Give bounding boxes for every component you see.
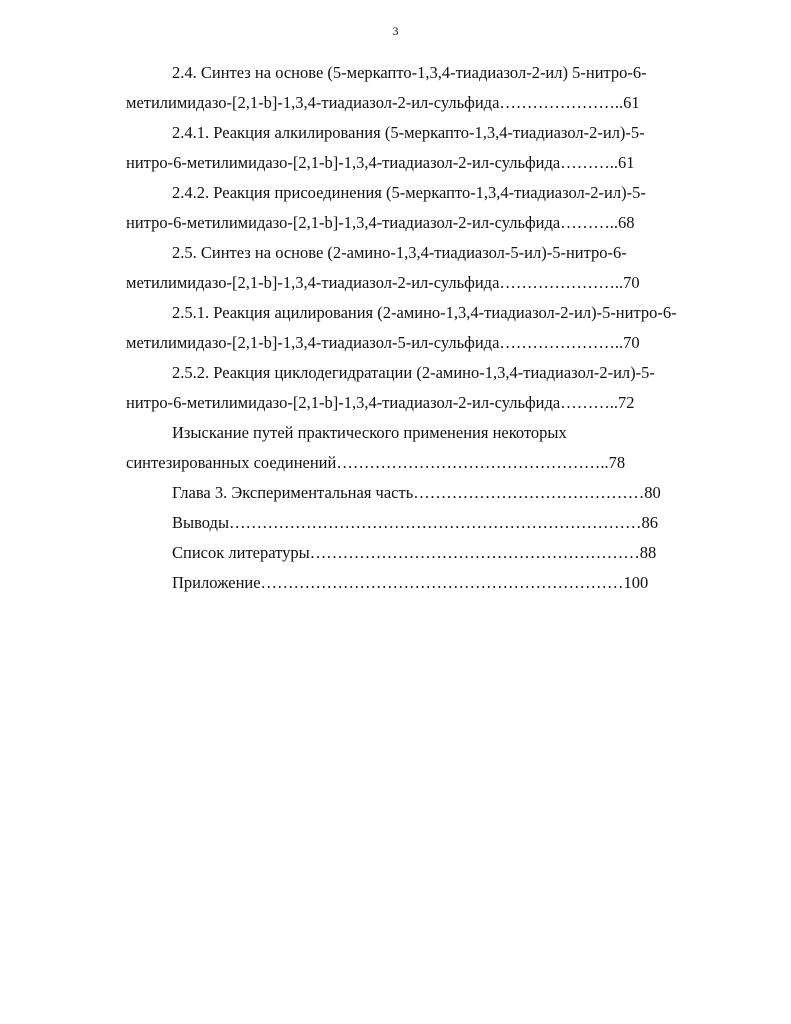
toc-entry-2-4-2-line-1: 2.4.2. Реакция присоединения (5-меркапто-1,3,4-тиадиазол-2-ил)-5- xyxy=(172,183,646,202)
toc-entry-2-5-1-line-2: метилимидазо-[2,1-b]-1,3,4-тиадиазол-5-ил-сульфида…………………..70 xyxy=(126,333,640,352)
toc-entry-2-5-1-line-1: 2.5.1. Реакция ацилирования (2-амино-1,3,4-тиадиазол-2-ил)-5-нитро-6- xyxy=(172,303,677,322)
toc-entry-2-4-2-line-2: нитро-6-метилимидазо-[2,1-b]-1,3,4-тиадиазол-2-ил-сульфида………..68 xyxy=(126,213,635,232)
table-of-contents xyxy=(126,58,686,598)
toc-entry-2-4-1-line-1: 2.4.1. Реакция алкилирования (5-меркапто-1,3,4-тиадиазол-2-ил)-5- xyxy=(172,123,645,142)
toc-entry-2-5-2-line-2: нитро-6-метилимидазо-[2,1-b]-1,3,4-тиадиазол-2-ил-сульфида………..72 xyxy=(126,393,635,412)
toc-entry-conclusions: Выводы…………………………………………………………………86 xyxy=(172,513,659,532)
toc-entry-chapter-3: Глава 3. Экспериментальная часть……………………………………80 xyxy=(172,483,661,502)
toc-entry-2-4-line-1: 2.4. Синтез на основе (5-меркапто-1,3,4-тиадиазол-2-ил) 5-нитро-6- xyxy=(172,63,647,82)
toc-entry-2-5-2-line-1: 2.5.2. Реакция циклодегидратации (2-амино-1,3,4-тиадиазол-2-ил)-5- xyxy=(172,363,655,382)
toc-entry-appendix: Приложение…………………………………………………………100 xyxy=(172,573,649,592)
toc-entry-references: Список литературы……………………………………………………88 xyxy=(172,543,657,562)
toc-entry-2-5-line-2: метилимидазо-[2,1-b]-1,3,4-тиадиазол-2-ил-сульфида…………………..70 xyxy=(126,273,640,292)
toc-entry-2-4-1-line-2: нитро-6-метилимидазо-[2,1-b]-1,3,4-тиадиазол-2-ил-сульфида………..61 xyxy=(126,153,635,172)
toc-entry-2-4-line-2: метилимидазо-[2,1-b]-1,3,4-тиадиазол-2-ил-сульфида…………………..61 xyxy=(126,93,640,112)
page-number: 3 xyxy=(392,24,399,38)
toc-entry-applications-line-1: Изыскание путей практического применения некоторых xyxy=(172,423,567,442)
toc-entry-2-5-line-1: 2.5. Синтез на основе (2-амино-1,3,4-тиадиазол-5-ил)-5-нитро-6- xyxy=(172,243,627,262)
toc-entry-applications-line-2: синтезированных соединений…………………………………………..78 xyxy=(126,453,626,472)
